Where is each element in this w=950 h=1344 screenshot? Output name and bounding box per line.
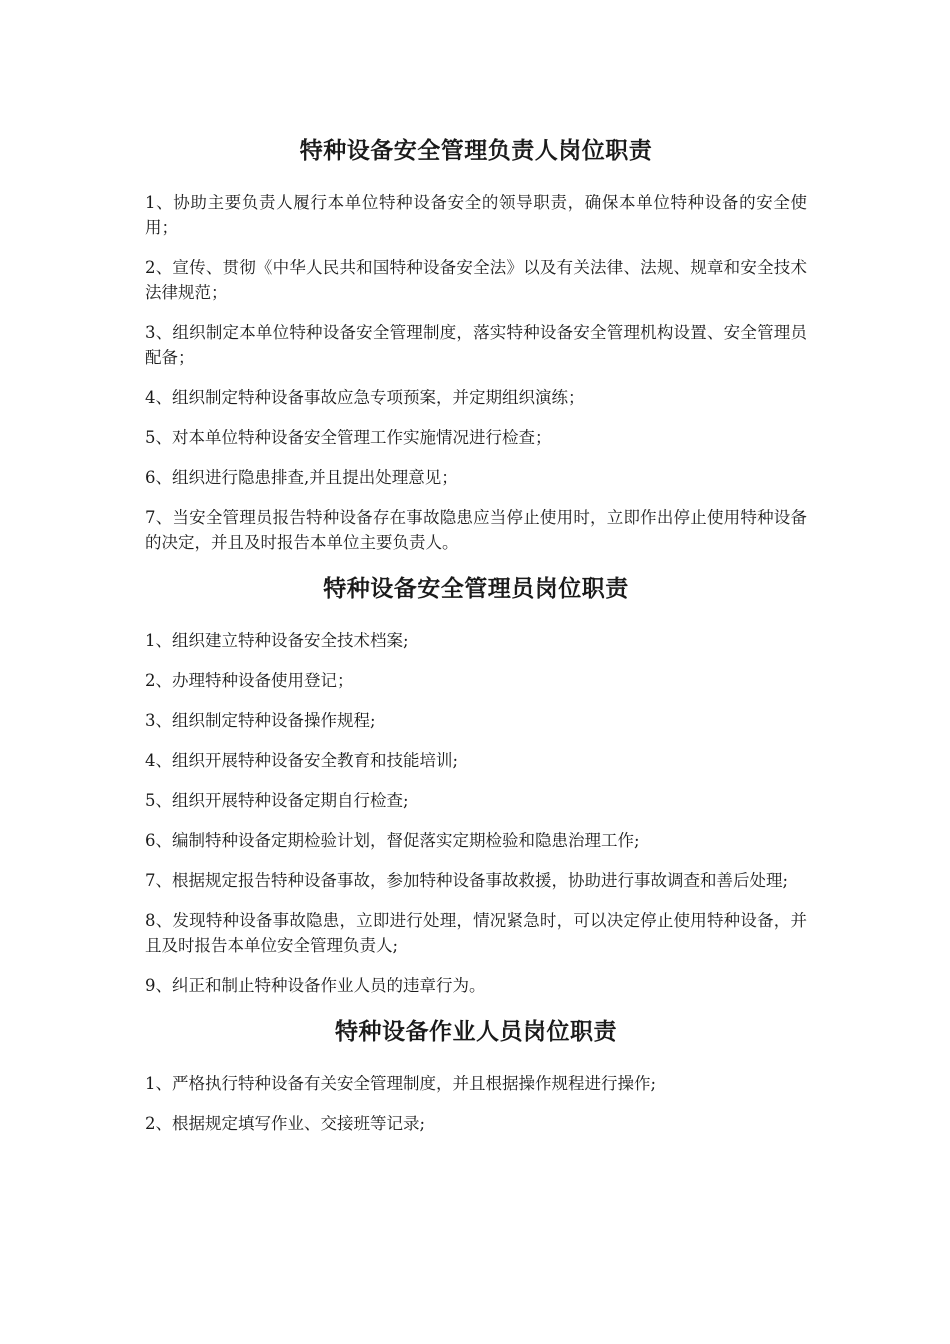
duty-item: 9、纠正和制止特种设备作业人员的违章行为。 [145, 976, 486, 995]
duty-item: 2、根据规定填写作业、交接班等记录; [145, 1114, 426, 1133]
duty-item: 3、组织制定特种设备操作规程; [145, 711, 376, 730]
section-title: 特种设备安全管理负责人岗位职责 [299, 138, 653, 164]
section-title: 特种设备安全管理员岗位职责 [323, 576, 629, 602]
duty-item: 7、当安全管理员报告特种设备存在事故隐患应当停止使用时，立即作出停止使用特种设备的决定，并且及时报告本单位主要负责人。 [145, 508, 807, 552]
duty-item: 7、根据规定报告特种设备事故，参加特种设备事故救援，协助进行事故调查和善后处理; [145, 871, 789, 890]
duty-item: 4、组织制定特种设备事故应急专项预案，并定期组织演练； [145, 388, 585, 407]
section-safety-administrator [145, 572, 807, 998]
duty-item: 2、宣传、贯彻《中华人民共和国特种设备安全法》以及有关法律、法规、规章和安全技术法律规范； [145, 258, 807, 302]
duty-item: 2、办理特种设备使用登记； [145, 671, 354, 690]
duty-item: 1、协助主要负责人履行本单位特种设备安全的领导职责，确保本单位特种设备的安全使用； [145, 193, 807, 237]
section-equipment-operator [145, 1015, 807, 1136]
duty-item: 1、组织建立特种设备安全技术档案; [145, 631, 409, 650]
duty-item: 8、发现特种设备事故隐患，立即进行处理，情况紧急时，可以决定停止使用特种设备，并且及时报告本单位安全管理负责人; [145, 911, 807, 955]
duty-item: 5、对本单位特种设备安全管理工作实施情况进行检查； [145, 428, 552, 447]
duty-item: 5、组织开展特种设备定期自行检查; [145, 791, 409, 810]
duty-item: 3、组织制定本单位特种设备安全管理制度，落实特种设备安全管理机构设置、安全管理员配备； [145, 323, 807, 367]
duty-item: 6、组织进行隐患排查,并且提出处理意见； [145, 468, 458, 487]
document-page [145, 134, 807, 1151]
section-safety-management-leader [145, 134, 807, 555]
duty-item: 1、严格执行特种设备有关安全管理制度，并且根据操作规程进行操作; [145, 1074, 657, 1093]
duty-item: 4、组织开展特种设备安全教育和技能培训; [145, 751, 459, 770]
duty-item: 6、编制特种设备定期检验计划，督促落实定期检验和隐患治理工作; [145, 831, 640, 850]
section-title: 特种设备作业人员岗位职责 [335, 1019, 617, 1045]
